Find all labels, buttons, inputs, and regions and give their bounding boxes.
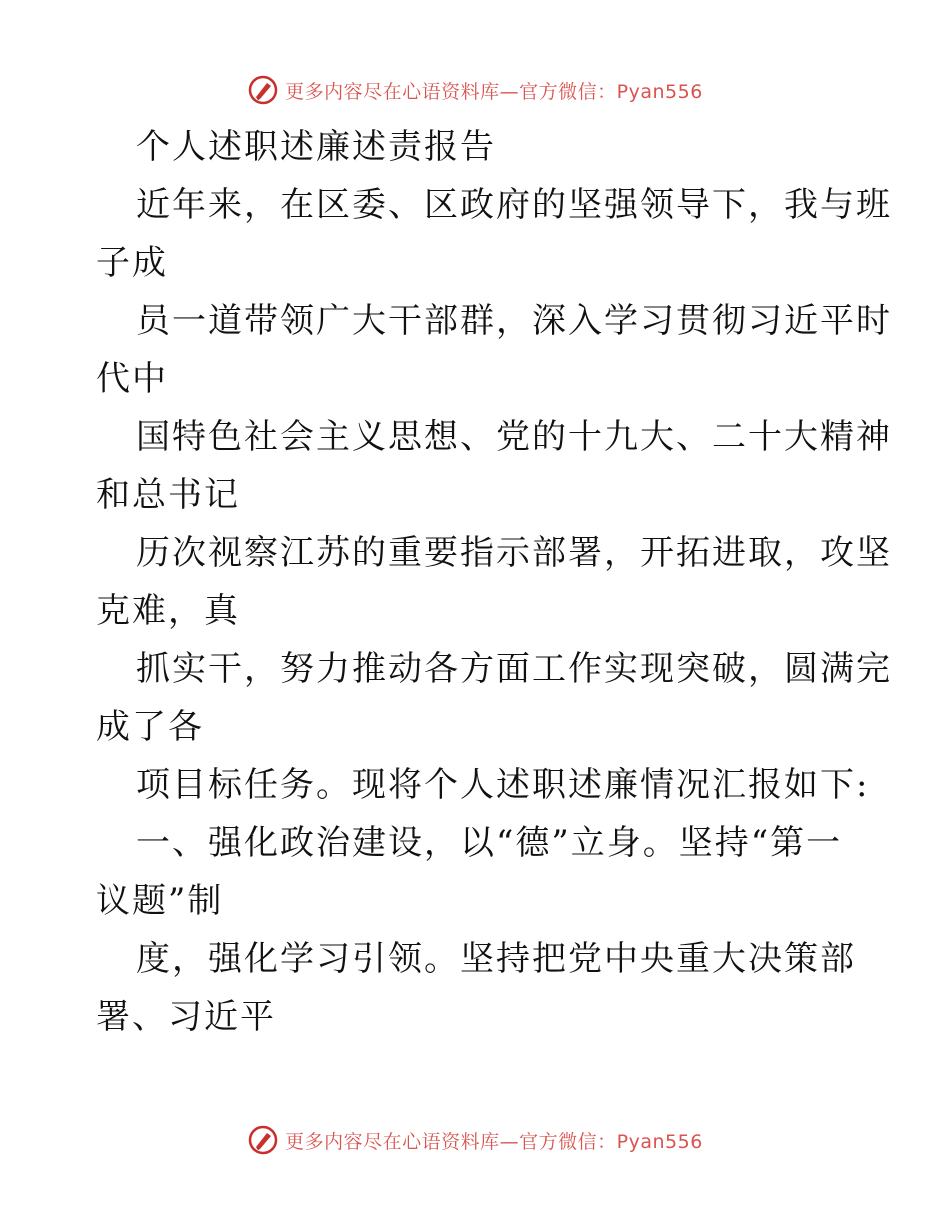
footer-banner-text: 更多内容尽在心语资料库—官方微信：Pyan556	[285, 1130, 703, 1153]
pen-logo-icon	[247, 74, 279, 106]
paragraph-line: 历次视察江苏的重要指示部署，开拓进取，攻坚	[136, 533, 892, 573]
paragraph-line: 抓实干，努力推动各方面工作实现突破，圆满完	[136, 649, 892, 689]
paragraph-line: 国特色社会主义思想、党的十九大、二十大精神	[136, 417, 892, 457]
paragraph-line: 员一道带领广大干部群，深入学习贯彻习近平时	[136, 301, 892, 341]
document-title: 个人述职述廉述责报告	[136, 127, 496, 167]
paragraph-line: 项目标任务。现将个人述职述廉情况汇报如下:	[136, 765, 870, 805]
paragraph-line: 度，强化学习引领。坚持把党中央重大决策部	[136, 939, 856, 979]
pen-logo-icon	[247, 1124, 279, 1156]
paragraph-line: 署、习近平	[96, 997, 276, 1037]
paragraph-line: 克难，真	[96, 591, 240, 631]
paragraph-line: 议题”制	[96, 881, 224, 921]
paragraph-line: 子成	[96, 243, 168, 283]
paragraph-line: 代中	[96, 359, 168, 399]
header-watermark-banner	[0, 70, 950, 110]
paragraph-line: 成了各	[96, 707, 204, 747]
section-heading-line: 一、强化政治建设，以“德”立身。坚持“第一	[136, 823, 843, 863]
paragraph-line: 和总书记	[96, 475, 240, 515]
footer-watermark-banner	[0, 1120, 950, 1160]
document-body	[96, 118, 892, 1046]
header-banner-text: 更多内容尽在心语资料库—官方微信：Pyan556	[285, 80, 703, 103]
paragraph-line: 近年来，在区委、区政府的坚强领导下，我与班	[136, 185, 892, 225]
